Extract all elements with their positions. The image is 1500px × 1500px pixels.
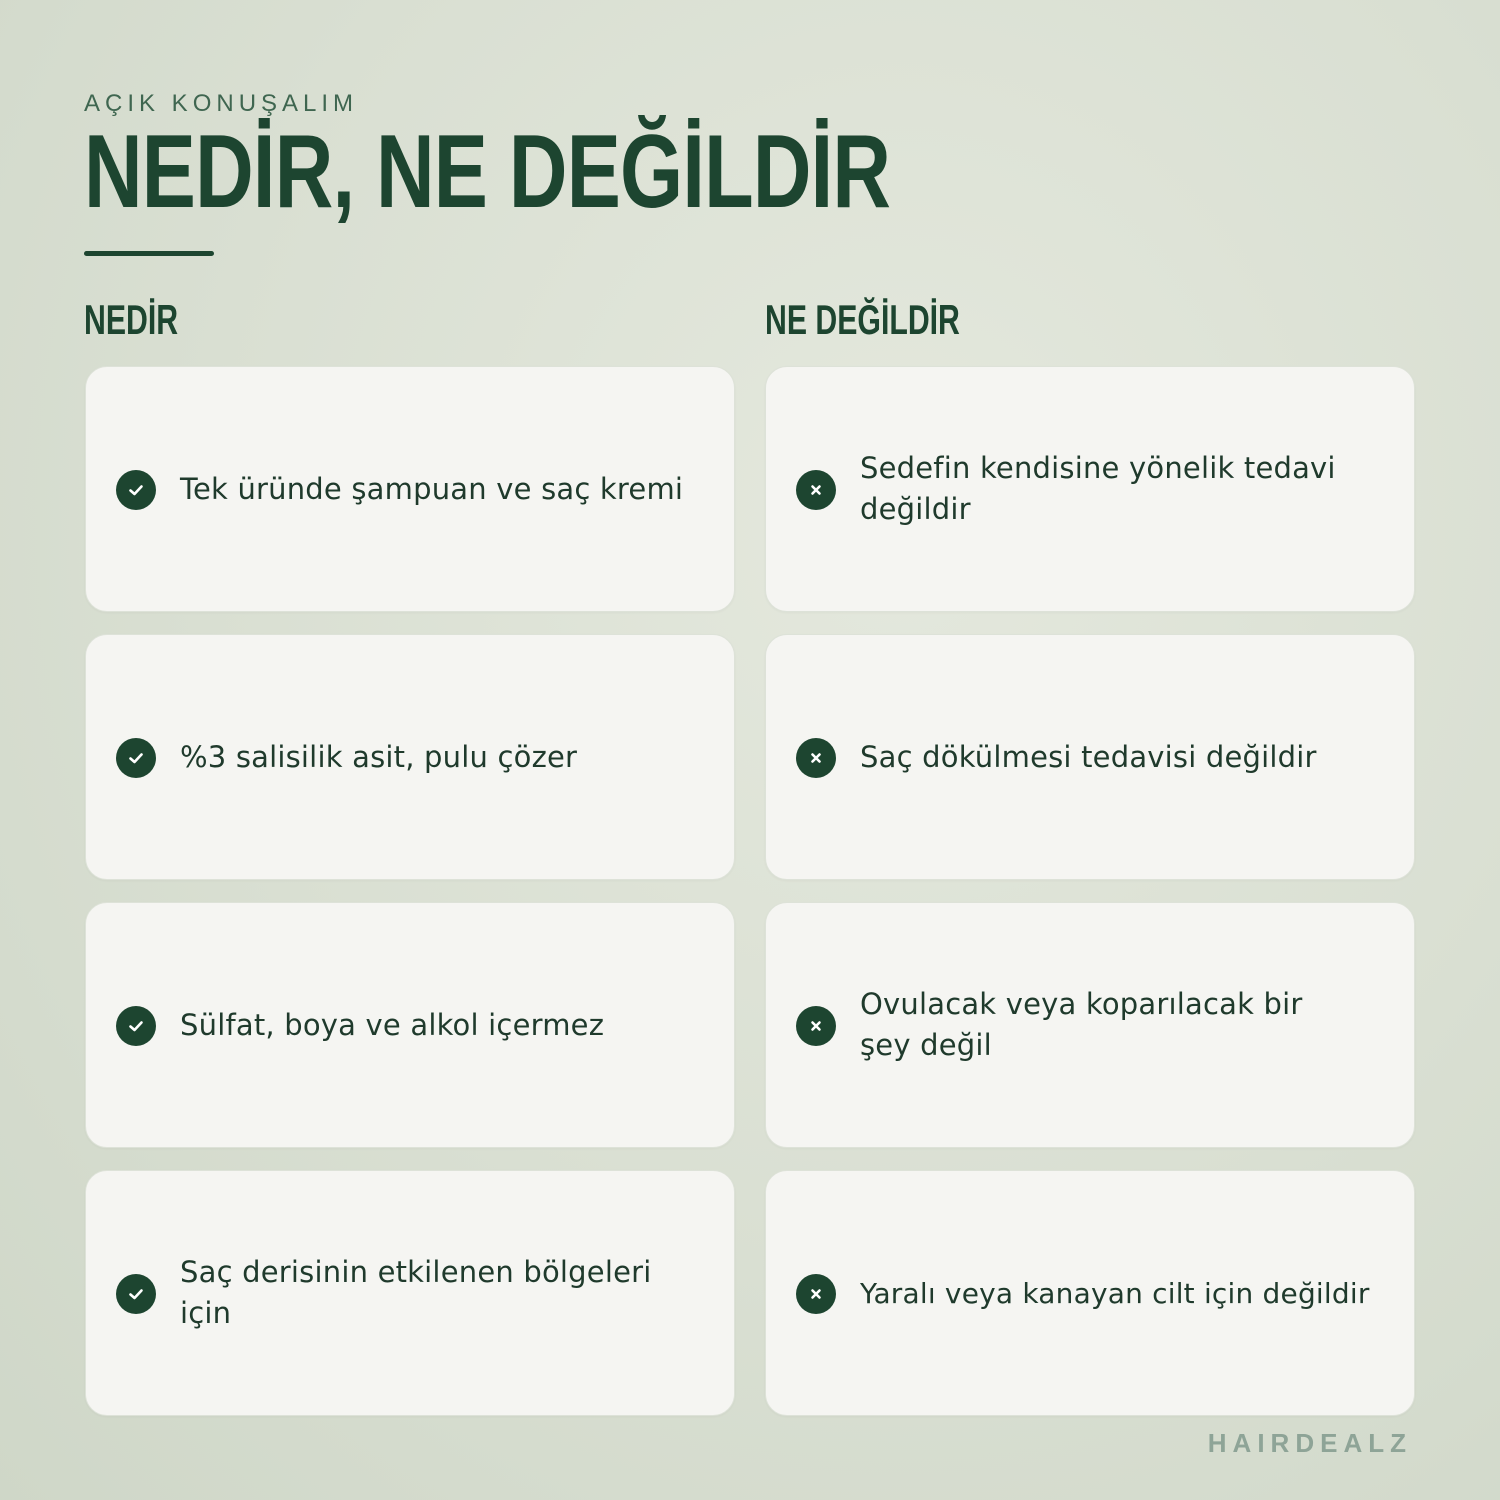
check-icon (116, 1274, 156, 1314)
is-not-item-text: Ovulacak veya koparılacak bir şey değil (860, 987, 1303, 1062)
x-icon (796, 1274, 836, 1314)
x-icon (796, 470, 836, 510)
is-not-item-text: Yaralı veya kanayan cilt için değildir (860, 1276, 1370, 1310)
column-heading-is-not: NE DEĞİLDİR (765, 296, 960, 343)
is-card-4 (85, 1170, 735, 1416)
is-card-1 (85, 366, 735, 612)
check-icon (116, 1006, 156, 1046)
is-card-3 (85, 902, 735, 1148)
is-not-card-4 (765, 1170, 1415, 1416)
page-title: NEDİR, NE DEĞİLDİR (84, 114, 891, 230)
is-item-text: Tek üründe şampuan ve saç kremi (180, 471, 684, 506)
x-icon (796, 738, 836, 778)
is-item-text: Sülfat, boya ve alkol içermez (180, 1007, 605, 1042)
is-item-text: Saç derisinin etkilenen bölgeleri için (180, 1255, 652, 1330)
is-not-card-2 (765, 634, 1415, 880)
is-not-card-1 (765, 366, 1415, 612)
x-icon (796, 1006, 836, 1046)
is-not-item-text: Saç dökülmesi tedavisi değildir (860, 739, 1317, 774)
brand-logo: HAIRDEALZ (1207, 1428, 1412, 1458)
is-card-2 (85, 634, 735, 880)
is-not-card-3 (765, 902, 1415, 1148)
eyebrow-label: AÇIK KONUŞALIM (84, 90, 359, 117)
is-not-item-text: Sedefin kendisine yönelik tedavi değildir (860, 451, 1336, 526)
column-heading-is: NEDİR (84, 296, 179, 343)
is-item-text: %3 salisilik asit, pulu çözer (180, 739, 578, 774)
title-underline (84, 251, 214, 256)
check-icon (116, 470, 156, 510)
check-icon (116, 738, 156, 778)
